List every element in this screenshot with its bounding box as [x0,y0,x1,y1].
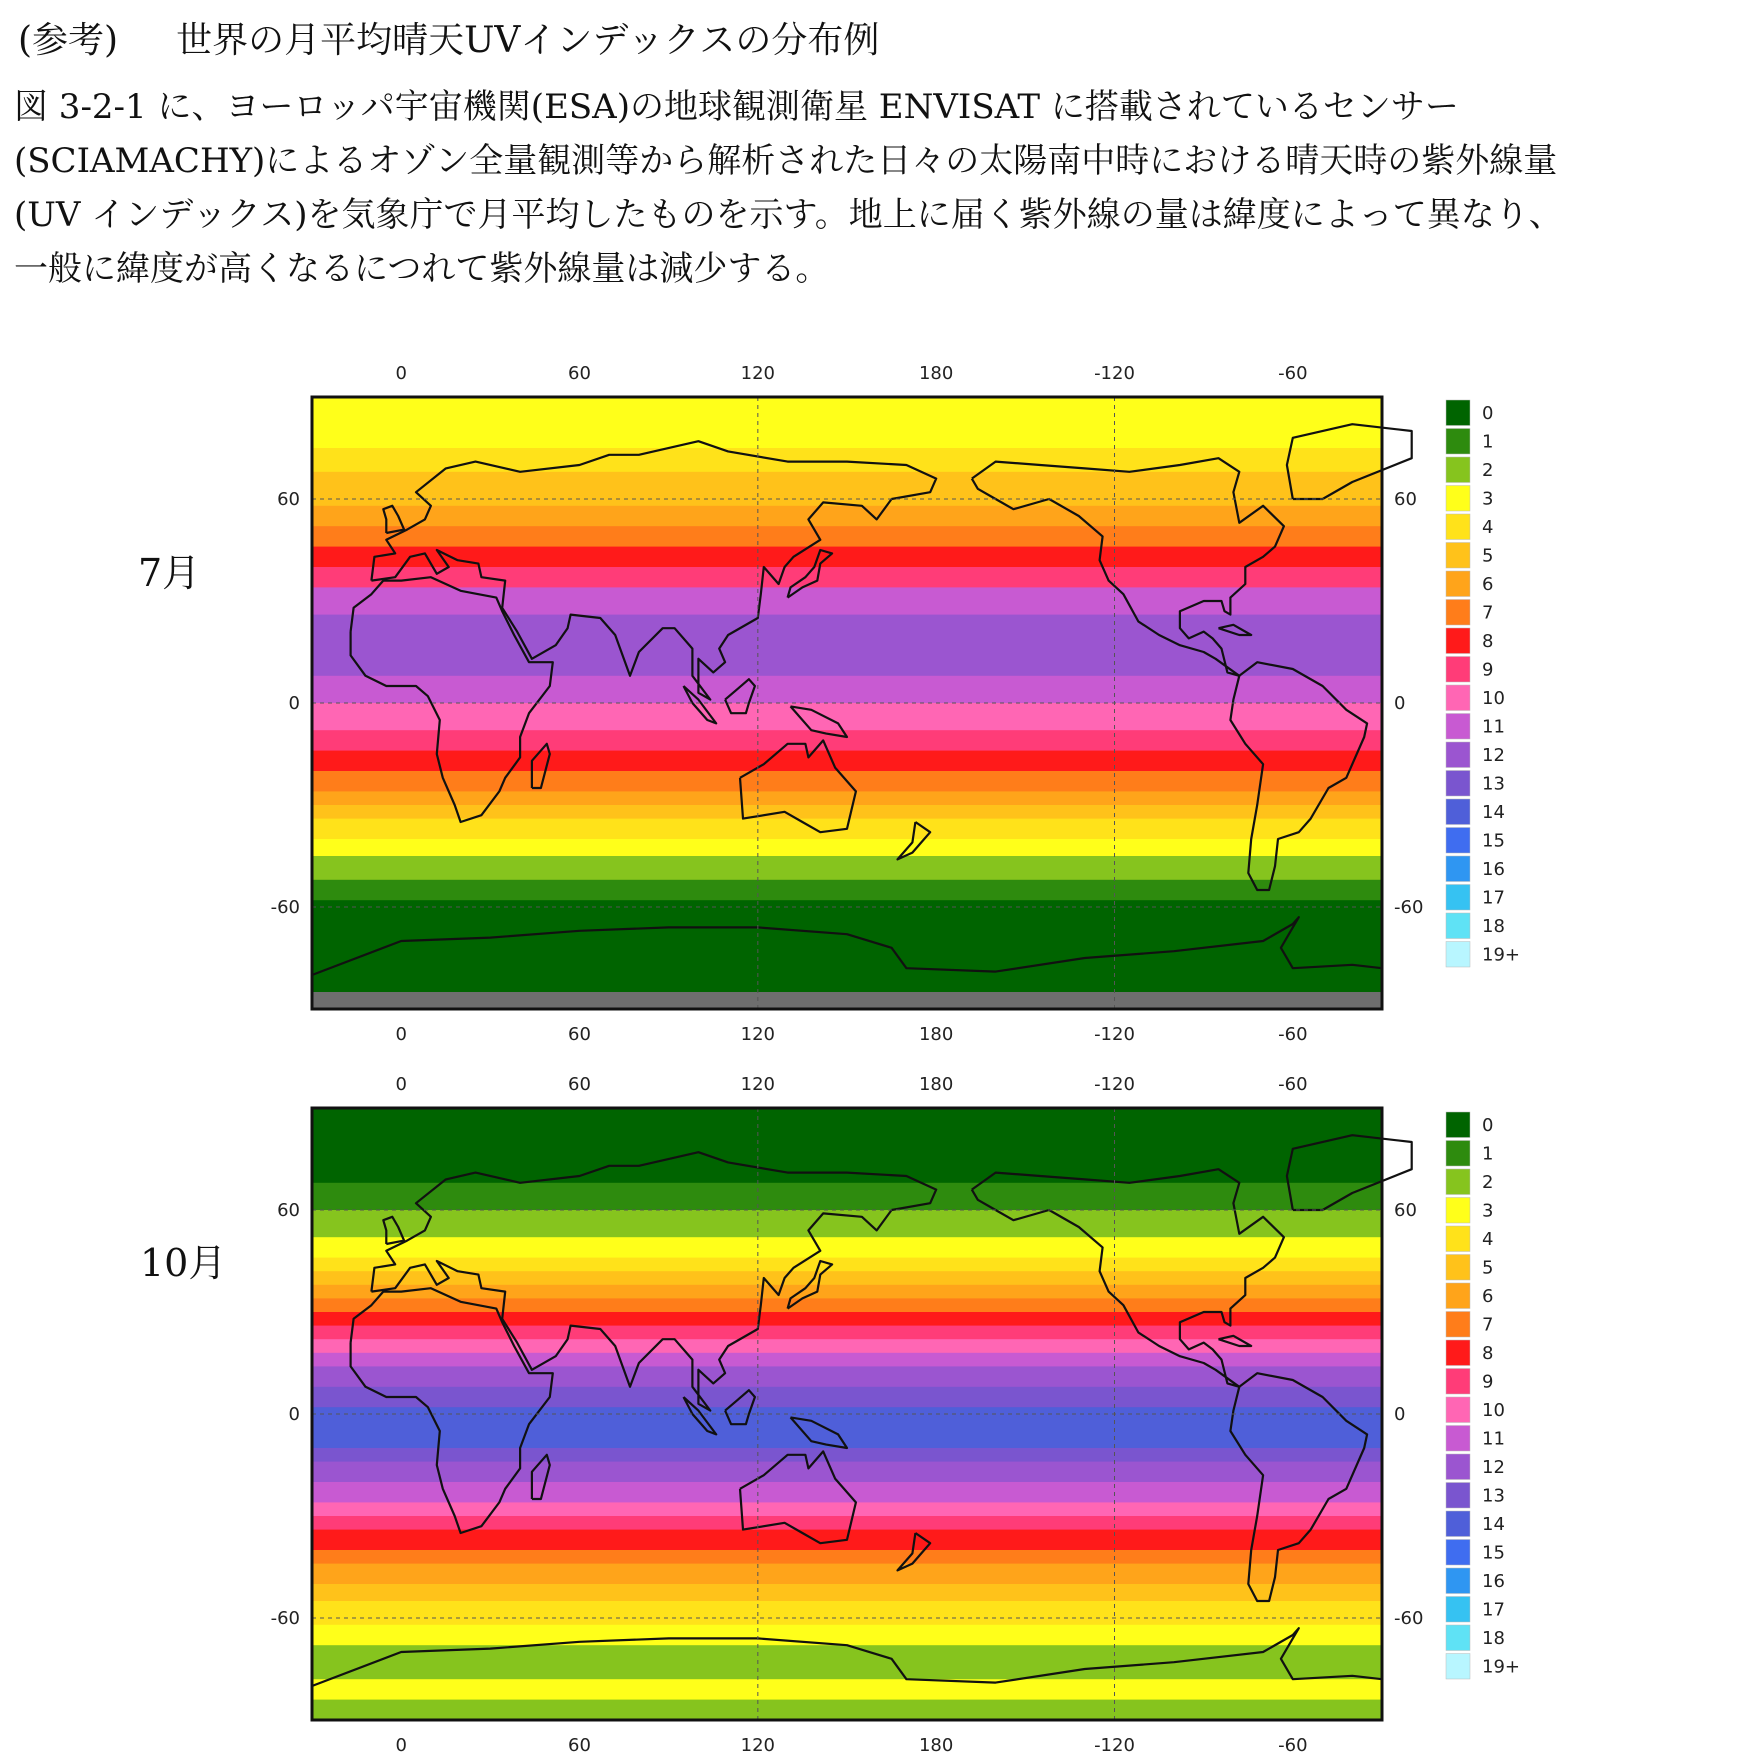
legend-label: 5 [1482,1257,1494,1279]
legend-label: 3 [1482,488,1494,510]
uv-band-9 [312,567,1382,588]
legend-label: 10 [1482,688,1505,709]
uv-band-10 [312,1502,1382,1516]
x-tick-label-bottom: 0 [395,1024,407,1045]
legend-swatch [1446,1654,1470,1680]
uv-band-13 [312,1448,1382,1462]
legend-swatch [1446,913,1470,939]
legend-label: 2 [1482,460,1494,481]
x-tick-label-top: -60 [1278,1074,1308,1095]
uv-band-7 [312,1298,1382,1312]
legend-swatch [1446,1340,1470,1366]
uv-band-9 [312,730,1382,751]
uv-band-1 [312,880,1382,901]
x-tick-label-bottom: -120 [1094,1024,1135,1045]
uv-band-4 [312,1601,1382,1625]
legend-label: 11 [1482,716,1505,738]
legend-swatch [1446,942,1470,968]
legend-swatch [1446,1454,1470,1480]
legend-label: 15 [1482,1542,1505,1564]
legend-label: 18 [1482,1628,1505,1649]
uv-band-3 [312,397,1382,449]
legend-swatch [1446,1141,1470,1167]
x-tick-label-bottom: 120 [740,1735,776,1756]
legend-label: 4 [1482,517,1494,538]
legend-label: 0 [1482,403,1494,424]
y-tick-label-left: -60 [270,1608,300,1629]
x-tick-label-top: -60 [1278,363,1308,384]
legend-swatch [1446,714,1470,740]
x-tick-label-bottom: -60 [1278,1024,1308,1045]
uv-band-5 [312,472,1382,507]
x-tick-label-top: -120 [1094,1074,1135,1095]
month-label-july: 7月 [138,551,201,595]
legend-swatch [1446,400,1470,426]
uv-legend [1446,1112,1520,1679]
uv-band-7 [312,1550,1382,1564]
legend-label: 19+ [1482,1656,1520,1678]
y-tick-label-right: -60 [1394,1608,1424,1629]
paragraph-line: 一般に緯度が高くなるにつれて紫外線量は減少する。 [14,249,830,289]
month-label-october: 10月 [140,1241,227,1285]
x-tick-label-top: 60 [568,363,591,384]
uv-band-6 [312,506,1382,527]
legend-swatch [1446,543,1470,569]
y-tick-label-right: 60 [1394,1200,1417,1221]
uv-band-2 [312,856,1382,880]
y-tick-label-left: -60 [270,897,300,918]
legend-label: 13 [1482,1485,1505,1507]
y-tick-label-left: 0 [288,1404,300,1425]
legend-label: 5 [1482,545,1494,567]
x-tick-label-top: 60 [568,1074,591,1095]
polar-night-band [312,992,1382,1009]
uv-legend [1446,400,1520,967]
legend-swatch [1446,628,1470,654]
legend-label: 4 [1482,1229,1494,1250]
legend-label: 12 [1482,1457,1505,1478]
legend-label: 9 [1482,1371,1494,1393]
legend-label: 8 [1482,631,1494,652]
legend-label: 19+ [1482,944,1520,966]
legend-label: 13 [1482,773,1505,795]
uv-band-12 [312,1462,1382,1483]
uv-band-12 [312,1366,1382,1387]
legend-label: 7 [1482,602,1494,624]
x-tick-label-top: 180 [918,363,954,384]
legend-label: 1 [1482,431,1494,453]
legend-swatch [1446,486,1470,512]
legend-label: 3 [1482,1200,1494,1222]
x-tick-label-bottom: 0 [395,1735,407,1756]
y-tick-label-right: 0 [1394,693,1406,714]
paragraph-line: (SCIAMACHY)によるオゾン全量観測等から解析された日々の太陽南中時における晴天時の紫外線量 [14,141,1558,181]
x-tick-label-bottom: 60 [568,1024,591,1045]
legend-swatch [1446,571,1470,597]
paragraph-line: (UV インデックス)を気象庁で月平均したものを示す。地上に届く紫外線の量は緯度によって異なり、 [14,195,1563,235]
y-tick-label-right: 0 [1394,1404,1406,1425]
legend-swatch [1446,856,1470,882]
heading-label: (参考) [18,20,119,61]
uv-band-3 [312,1625,1382,1646]
x-tick-label-top: -120 [1094,363,1135,384]
legend-swatch [1446,1283,1470,1309]
uv-band-6 [312,791,1382,805]
x-tick-label-top: 180 [918,1074,954,1095]
x-tick-label-bottom: -120 [1094,1735,1135,1756]
map-october [271,1074,1520,1756]
x-tick-label-bottom: -60 [1278,1735,1308,1756]
uv-band-12 [312,615,1382,677]
uv-band-4 [312,1258,1382,1272]
legend-swatch [1446,1112,1470,1138]
uv-band-6 [312,1285,1382,1299]
legend-label: 1 [1482,1143,1494,1165]
legend-swatch [1446,1198,1470,1224]
legend-label: 14 [1482,802,1505,823]
legend-swatch [1446,1625,1470,1651]
x-tick-label-bottom: 180 [918,1024,954,1045]
uv-band-3 [312,839,1382,857]
legend-label: 6 [1482,574,1494,595]
legend-label: 17 [1482,887,1505,909]
legend-label: 16 [1482,1571,1505,1592]
legend-label: 11 [1482,1428,1505,1450]
legend-label: 0 [1482,1115,1494,1136]
legend-swatch [1446,1511,1470,1537]
uv-band-10 [312,703,1382,731]
uv-band-5 [312,1584,1382,1602]
legend-swatch [1446,1169,1470,1195]
uv-band-2 [312,1210,1382,1238]
legend-swatch [1446,1397,1470,1423]
legend-label: 7 [1482,1314,1494,1336]
x-tick-label-top: 0 [395,1074,407,1095]
x-tick-label-bottom: 180 [918,1735,954,1756]
legend-swatch [1446,885,1470,911]
heading-title: 世界の月平均晴天UVインデックスの分布例 [176,20,880,61]
uv-band-11 [312,676,1382,704]
uv-band-3 [312,1679,1382,1700]
map-july [271,363,1520,1045]
legend-label: 12 [1482,745,1505,766]
legend-label: 2 [1482,1172,1494,1193]
legend-swatch [1446,771,1470,797]
uv-band-2 [312,1700,1382,1721]
x-tick-label-bottom: 120 [740,1024,776,1045]
x-tick-label-bottom: 60 [568,1735,591,1756]
legend-swatch [1446,1255,1470,1281]
uv-band-1 [312,1183,1382,1211]
paragraph-line: 図 3-2-1 に、ヨーロッパ宇宙機関(ESA)の地球観測衛星 ENVISAT に搭載されているセンサー [14,87,1459,127]
y-tick-label-left: 60 [277,1200,300,1221]
uv-band-14 [312,1407,1382,1448]
legend-swatch [1446,799,1470,825]
legend-swatch [1446,514,1470,540]
legend-swatch [1446,1226,1470,1252]
x-tick-label-top: 0 [395,363,407,384]
y-tick-label-left: 60 [277,489,300,510]
legend-label: 16 [1482,859,1505,880]
x-tick-label-top: 120 [740,363,776,384]
legend-swatch [1446,1426,1470,1452]
y-tick-label-right: -60 [1394,897,1424,918]
legend-swatch [1446,828,1470,854]
uv-band-8 [312,751,1382,772]
legend-swatch [1446,600,1470,626]
y-tick-label-right: 60 [1394,489,1417,510]
legend-swatch [1446,1312,1470,1338]
uv-band-7 [312,526,1382,547]
legend-label: 9 [1482,659,1494,681]
legend-swatch [1446,742,1470,768]
legend-swatch [1446,1369,1470,1395]
legend-swatch [1446,1540,1470,1566]
legend-label: 6 [1482,1286,1494,1307]
legend-swatch [1446,1568,1470,1594]
legend-label: 8 [1482,1343,1494,1364]
legend-swatch [1446,657,1470,683]
y-tick-label-left: 0 [288,693,300,714]
uv-band-8 [312,547,1382,568]
legend-label: 10 [1482,1400,1505,1421]
x-tick-label-top: 120 [740,1074,776,1095]
legend-swatch [1446,457,1470,483]
uv-band-13 [312,1387,1382,1408]
legend-swatch [1446,685,1470,711]
legend-label: 17 [1482,1599,1505,1621]
legend-swatch [1446,1483,1470,1509]
legend-swatch [1446,1597,1470,1623]
uv-band-6 [312,1564,1382,1585]
legend-label: 14 [1482,1514,1505,1535]
legend-swatch [1446,429,1470,455]
legend-label: 15 [1482,830,1505,852]
uv-band-3 [312,1237,1382,1258]
legend-label: 18 [1482,916,1505,937]
